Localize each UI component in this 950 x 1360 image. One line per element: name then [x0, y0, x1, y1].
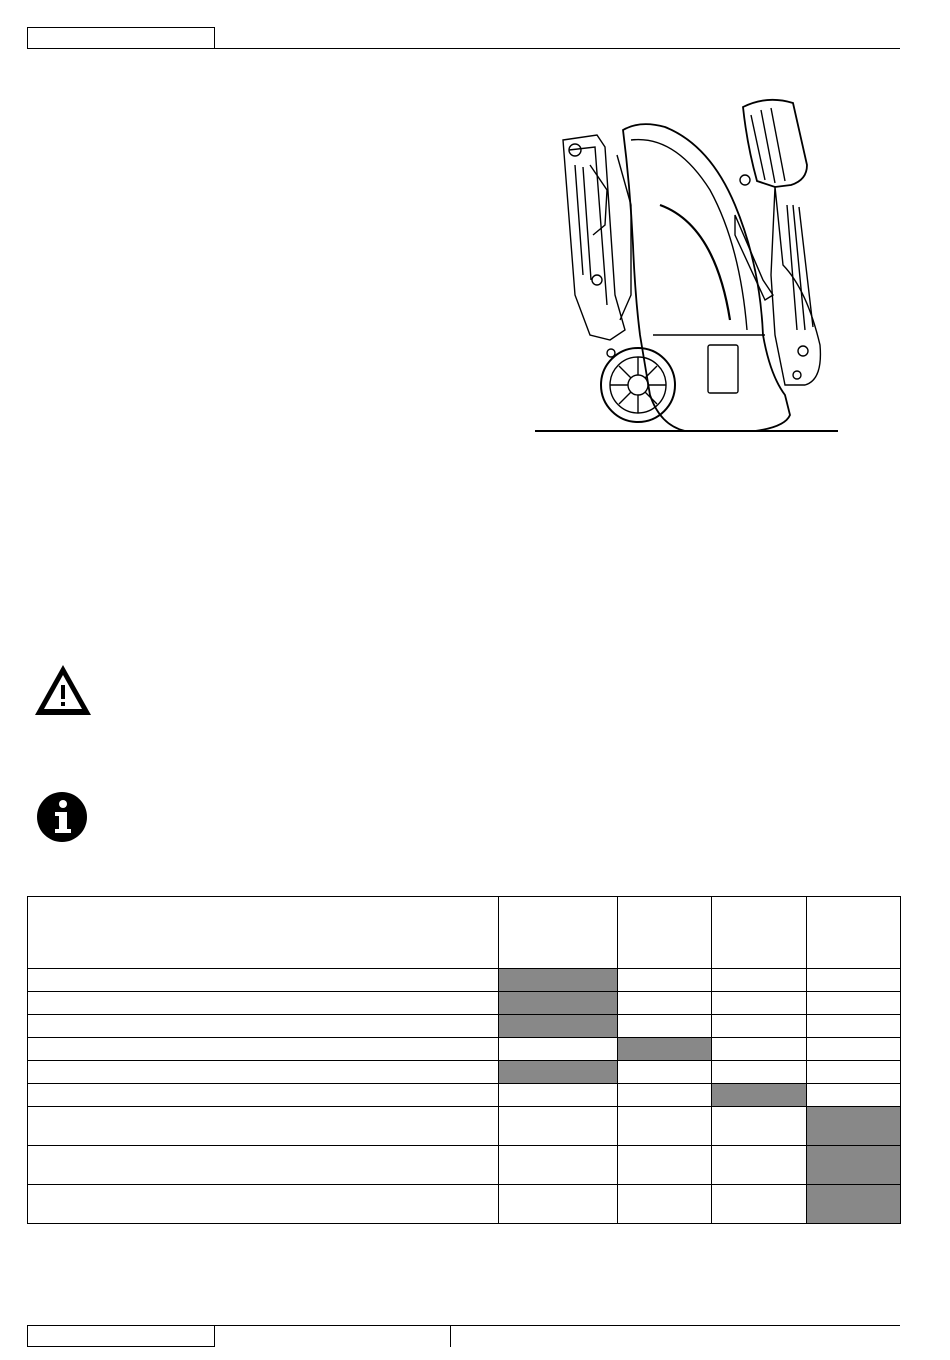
table-row	[28, 1146, 901, 1185]
table-cell	[712, 992, 807, 1015]
table-header-cell	[712, 897, 807, 969]
table-cell	[712, 1038, 807, 1061]
table-cell-marked	[807, 1185, 901, 1224]
table-row-label	[28, 1061, 499, 1084]
table-row	[28, 1185, 901, 1224]
footer-rule	[215, 1325, 900, 1326]
table-cell-marked	[618, 1038, 712, 1061]
table-cell	[712, 969, 807, 992]
table-row	[28, 1015, 901, 1038]
table-row-label	[28, 1015, 499, 1038]
warning-triangle-icon	[32, 662, 94, 718]
table-row-label	[28, 1107, 499, 1146]
specification-table	[27, 896, 901, 1224]
table-cell	[618, 1146, 712, 1185]
table-cell	[807, 992, 901, 1015]
table-cell	[807, 1015, 901, 1038]
table-row	[28, 992, 901, 1015]
table-cell	[807, 969, 901, 992]
table-cell	[807, 1038, 901, 1061]
table-cell	[807, 1084, 901, 1107]
table-cell-marked	[712, 1084, 807, 1107]
table-cell	[712, 1185, 807, 1224]
header-box	[27, 27, 215, 49]
info-circle-icon	[36, 791, 88, 843]
table-cell	[499, 1084, 618, 1107]
table-cell	[499, 1107, 618, 1146]
table-cell	[618, 992, 712, 1015]
table-row-label	[28, 1146, 499, 1185]
table-header-cell	[807, 897, 901, 969]
table-cell	[618, 1015, 712, 1038]
table-header-cell	[499, 897, 618, 969]
footer-divider	[450, 1325, 451, 1347]
table-cell-marked	[499, 969, 618, 992]
table-cell-marked	[499, 992, 618, 1015]
table-cell	[618, 1084, 712, 1107]
table-row-label	[28, 1084, 499, 1107]
table-cell-marked	[807, 1107, 901, 1146]
table-row	[28, 1084, 901, 1107]
footer-box	[27, 1325, 215, 1347]
table-row-label	[28, 969, 499, 992]
table-cell	[807, 1061, 901, 1084]
table-row	[28, 1107, 901, 1146]
table-cell-marked	[499, 1015, 618, 1038]
table-row	[28, 969, 901, 992]
folded-scooter-diagram-icon	[535, 95, 840, 435]
table-cell	[618, 1061, 712, 1084]
table-cell	[712, 1015, 807, 1038]
table-cell	[712, 1146, 807, 1185]
table-cell	[712, 1107, 807, 1146]
table-row-label	[28, 1185, 499, 1224]
table-cell	[618, 969, 712, 992]
table-header-row	[28, 897, 901, 969]
table-cell	[499, 1146, 618, 1185]
table-cell	[712, 1061, 807, 1084]
table-header-cell	[618, 897, 712, 969]
table-header-cell	[28, 897, 499, 969]
table-cell-marked	[499, 1061, 618, 1084]
table-row	[28, 1038, 901, 1061]
table-cell	[618, 1107, 712, 1146]
table-row-label	[28, 1038, 499, 1061]
table-cell	[618, 1185, 712, 1224]
table-cell	[499, 1038, 618, 1061]
table-row-label	[28, 992, 499, 1015]
header-rule	[215, 48, 900, 49]
table-cell-marked	[807, 1146, 901, 1185]
table-cell	[499, 1185, 618, 1224]
table-row	[28, 1061, 901, 1084]
